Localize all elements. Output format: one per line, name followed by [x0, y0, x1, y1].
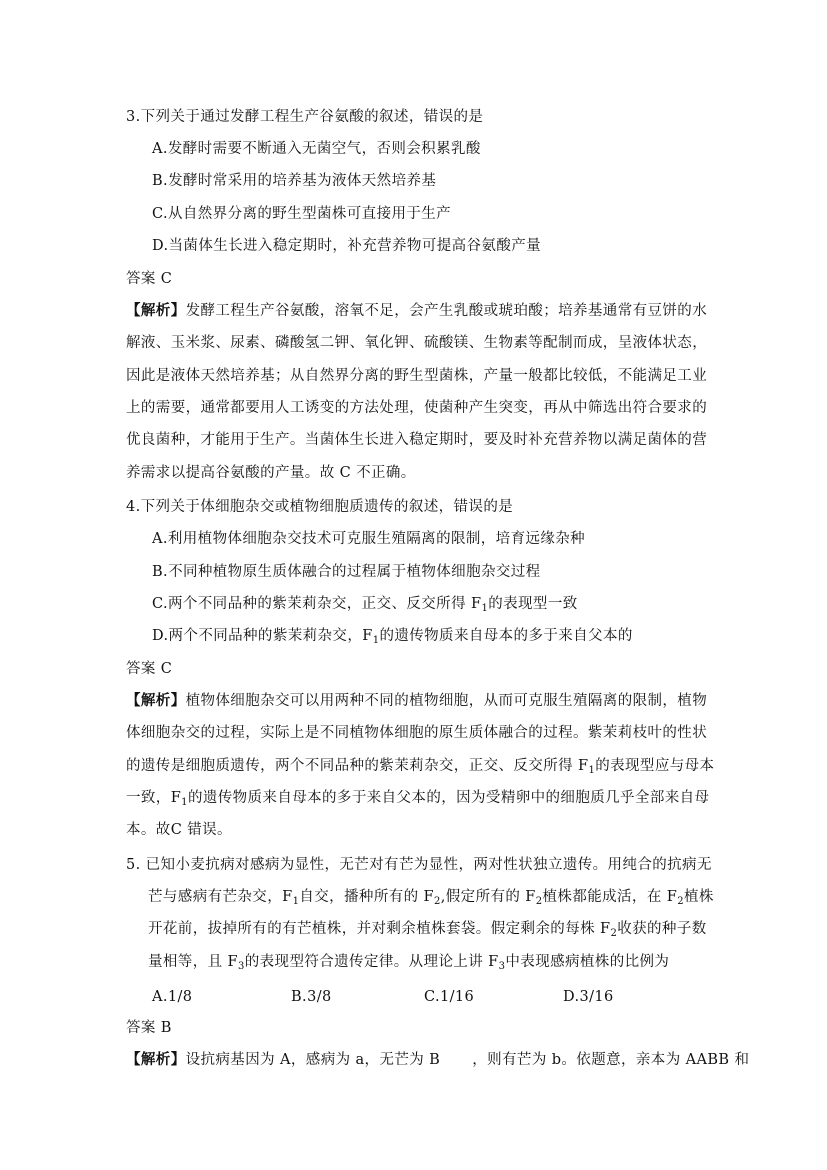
- analysis-text: 设抗病基因为 A，感病为 a，无芒为 B: [185, 1052, 441, 1068]
- subscript: 3: [237, 961, 245, 972]
- q3-option-d: D.当菌体生长进入稳定期时，补充营养物可提高谷氨酸产量: [152, 238, 542, 254]
- q3-option-b: B.发酵时常采用的培养基为液体天然培养基: [152, 173, 437, 189]
- text: 开花前，拔掉所有的有芒植株，并对剩余植株套袋。假定剩余的每株 F: [148, 921, 611, 937]
- q3-analysis-line-1: [126, 301, 707, 321]
- analysis-text: 发酵工程生产谷氨酸，溶氧不足，会产生乳酸或琥珀酸；培养基通常有豆饼的水: [185, 303, 708, 319]
- q3-stem: 3.下列关于通过发酵工程生产谷氨酸的叙述，错误的是: [126, 109, 484, 125]
- subscript: 2: [535, 896, 543, 907]
- text: 植株: [683, 889, 714, 905]
- q5-analysis-line-1: [126, 1050, 749, 1070]
- q3-analysis-line-4: 上的需要，通常都要用人工诱变的方法处理，使菌种产生突变，再从中筛选出符合要求的: [126, 400, 708, 416]
- q3-option-c: C.从自然界分离的野生型菌株可直接用于生产: [152, 206, 452, 222]
- text: 的遗传物质来自母本的多于来自父本的，因为受精卵中的细胞质几乎全部来自母: [187, 790, 710, 806]
- text: 的表现型符合遗传定律。从理论上讲 F: [244, 954, 499, 970]
- text: 一致，F: [126, 790, 182, 806]
- q4-option-a: A.利用植物体细胞杂交技术可克服生殖隔离的限制，培育远缘杂种: [152, 531, 586, 547]
- analysis-label: 【解析】: [126, 1051, 186, 1068]
- subscript: 1: [481, 603, 489, 614]
- q5-stem-line-1: 5. 已知小麦抗病对感病为显性，无芒对有芒为显性，两对性状独立遗传。用纯合的抗病无: [126, 857, 712, 873]
- q4-analysis-line-1: [126, 691, 707, 711]
- q4-analysis-line-3: [126, 756, 714, 776]
- q5-stem-line-2: [148, 887, 714, 907]
- text: D.两个不同品种的紫茉莉杂交，F: [152, 628, 373, 644]
- q4-analysis-line-4: [126, 788, 709, 808]
- q4-option-c: [152, 594, 578, 614]
- subscript: 2: [434, 896, 441, 907]
- q4-analysis-line-5: 本。故C 错误。: [126, 822, 232, 838]
- q5-stem-line-4: [148, 952, 669, 972]
- q4-option-d: [152, 626, 633, 646]
- subscript: 1: [181, 797, 188, 808]
- subscript: 1: [372, 635, 380, 646]
- text: 中表现感病植株的比例为: [505, 954, 670, 970]
- q3-analysis-line-2: 解液、玉米浆、尿素、磷酸氢二钾、氧化钾、硫酸镁、生物素等配制而成，呈液体状态，: [126, 335, 708, 351]
- q5-option-d: D.3/16: [563, 989, 614, 1005]
- q5-stem-line-3: [148, 919, 707, 939]
- analysis-label: 【解析】: [126, 302, 186, 319]
- q3-analysis-line-5: 优良菌种，才能用于生产。当菌体生长进入稳定期时，要及时补充营养物以满足菌体的营: [126, 432, 708, 448]
- subscript: 1: [588, 765, 596, 776]
- analysis-label: 【解析】: [126, 692, 186, 709]
- text: 的表现型一致: [488, 596, 578, 612]
- subscript: 2: [610, 928, 618, 939]
- q5-option-a: A.1/8: [152, 989, 193, 1005]
- text: 的遗传物质来自母本的多于来自父本的: [379, 628, 633, 644]
- q5-option-c: C.1/16: [424, 989, 475, 1005]
- q4-option-b: B.不同种植物原生质体融合的过程属于植物体细胞杂交过程: [152, 564, 541, 580]
- text: 的遗传是细胞质遗传，两个不同品种的紫茉莉杂交，正交、反交所得 F: [126, 758, 589, 774]
- text: ,假定所有的 F: [440, 889, 536, 905]
- q4-stem: 4.下列关于体细胞杂交或植物细胞质遗传的叙述，错误的是: [126, 499, 514, 515]
- text: 芒与感病有芒杂交，F: [148, 889, 293, 905]
- q3-analysis-line-3: 因此是液体天然培养基；从自然界分离的野生型菌株，产量一般都比较低，不能满足工业: [126, 368, 708, 384]
- subscript: 3: [498, 961, 506, 972]
- analysis-text: 植物体细胞杂交可以用两种不同的植物细胞，从而可克服生殖隔离的限制，植物: [185, 693, 708, 709]
- text: 收获的种子数: [617, 921, 707, 937]
- text: 植株都能成活，在 F: [542, 889, 678, 905]
- text: 的表现型应与母本: [595, 758, 715, 774]
- q5-options-row: [0, 987, 827, 1007]
- text: 自交，播种所有的 F: [299, 889, 434, 905]
- q4-analysis-line-2: 体细胞杂交的过程，实际上是不同植物体细胞的原生质体融合的过程。紫茉莉枝叶的性状: [126, 725, 708, 741]
- q3-answer: 答案 C: [126, 271, 173, 287]
- q4-answer: 答案 C: [126, 661, 173, 677]
- q5-answer: 答案 B: [126, 1020, 172, 1036]
- q3-analysis-line-6: 养需求以提高谷氨酸的产量。故 C 不正确。: [126, 465, 416, 481]
- text: C.两个不同品种的紫茉莉杂交，正交、反交所得 F: [152, 596, 482, 612]
- subscript: 1: [292, 896, 300, 907]
- text: 量相等，且 F: [148, 954, 238, 970]
- analysis-text: ，则有芒为 b。依题意，亲本为 AABB 和: [472, 1052, 750, 1068]
- subscript: 2: [677, 896, 684, 907]
- q5-option-b: B.3/8: [291, 989, 332, 1005]
- q3-option-a: A.发酵时需要不断通入无菌空气，否则会积累乳酸: [152, 141, 481, 157]
